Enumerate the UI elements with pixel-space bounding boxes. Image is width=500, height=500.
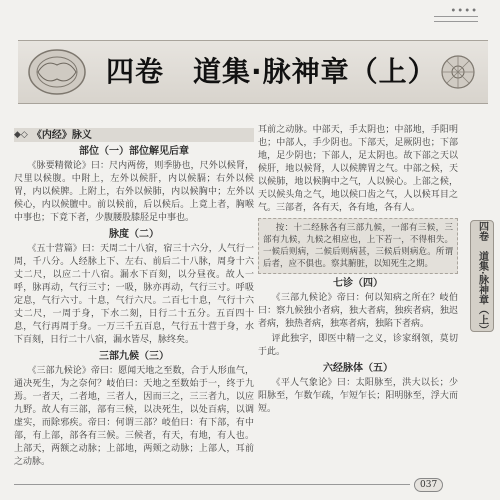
paragraph: 《脉要精微论》曰：尺内两傍，则季胁也，尺外以候肾，尺里以候腹。中附上，左外以候肝，内以候膈；右外以候胃，内以候脾。上附上，右外以候肺，内以候胸中；左外以候心，内以候膻中。前以候前，后以候后。上竟上者，胸喉中事也；下竟下者，少腹腰股膝胫足中事也。 [14, 161, 254, 223]
diamond-bullet-icon: ◆◇ [14, 129, 28, 140]
bottom-rule [14, 484, 410, 485]
subsection-title: 部位（一）部位解见后章 [79, 146, 189, 157]
note-box: 按：十二经脉各有三部九候，一部有三候，三部有九候，九候之相应也，上下若一，不得相失。一候后则病，二候后则病甚，三候后则病危。所谓后者，应不俱也。察其腑脏，以知死生之期。 [258, 218, 458, 274]
page-number: 037 [414, 478, 443, 492]
left-column [14, 124, 254, 471]
paragraph: 《五十营篇》曰：天周二十八宿，宿三十六分，人气行一周，千八分。人经脉上下、左右、前后二十八脉，周身十六丈二尺，以应二十八宿。漏水下百刻，以分昼夜。故人一呼，脉再动，气行三寸；一吸，脉亦再动，气行三寸。呼吸定息，气行六寸。十息，气行六尺。二百七十息，气行十六丈二尺，一周于身，下水二刻，日行二十五分。五百四十息，气行再周于身。一万三千五百息，气行五十营于身，水下百刻，日行二十八宿，漏水皆尽，脉终矣。 [14, 244, 254, 345]
subsection-title: 七诊（四） [333, 278, 383, 289]
subsection-title: 六经脉体（五） [323, 363, 393, 374]
paragraph: 评此独字，即医中精一之义，诊家纲领，莫切于此。 [258, 334, 458, 357]
corner-rule [434, 16, 478, 22]
paragraph: 《平人气象论》曰：太阳脉至，洪大以长；少阳脉至，乍数乍疏，乍短乍长；阳明脉至，浮大而短。 [258, 378, 458, 414]
subsection-title: 三部九候（三） [99, 351, 169, 362]
flower-ornament-icon [438, 53, 478, 91]
cloud-ornament-icon [26, 47, 88, 97]
section-title: 《内经》脉义 [31, 129, 92, 141]
chapter-header [18, 40, 488, 104]
section-heading [14, 128, 254, 142]
side-chapter-tab: 四卷 道集·脉神章（上） [470, 220, 494, 332]
paragraph: 耳前之动脉。中部天，手太阴也；中部地，手阳明也；中部人，手少阴也。下部天，足厥阴也；下部地，足少阴也；下部人，足太阴也。故下部之天以候肝，地以候肾，人以候脾胃之气。中部之候，天以候肺，地以候胸中之气，人以候心。上部之候，天以候头角之气，地以候口齿之气，人以候耳目之气。三部者，各有天，各有地，各有人。 [258, 125, 458, 213]
right-column [258, 124, 458, 418]
subsection-title: 脉度（二） [109, 229, 159, 240]
chapter-title: 四卷 道集·脉神章（上） [106, 55, 437, 88]
corner-ornament: •••• [450, 6, 478, 17]
paragraph: 《三部九候论》帝曰：何以知病之所在？岐伯曰：察九候独小者病，独大者病，独疾者病，独迟者病，独热者病，独寒者病，独陷下者病。 [258, 293, 458, 329]
paragraph: 《三部九候论》帝曰：愿闻天地之至数，合于人形血气，通决死生，为之奈何？岐伯曰：天地之至数始于一，终于九焉。一者天，二者地，三者人，因而三之，三三者九，以应九野。故人有三部，部有三候，以决死生，以处百病，以调虚实，而除邪疾。帝曰：何谓三部？岐伯曰：有下部，有中部，有上部，部各有三候。三候者，有天，有地，有人也。上部天，两额之动脉；上部地，两颊之动脉；上部人，耳前之动脉。 [14, 366, 254, 467]
